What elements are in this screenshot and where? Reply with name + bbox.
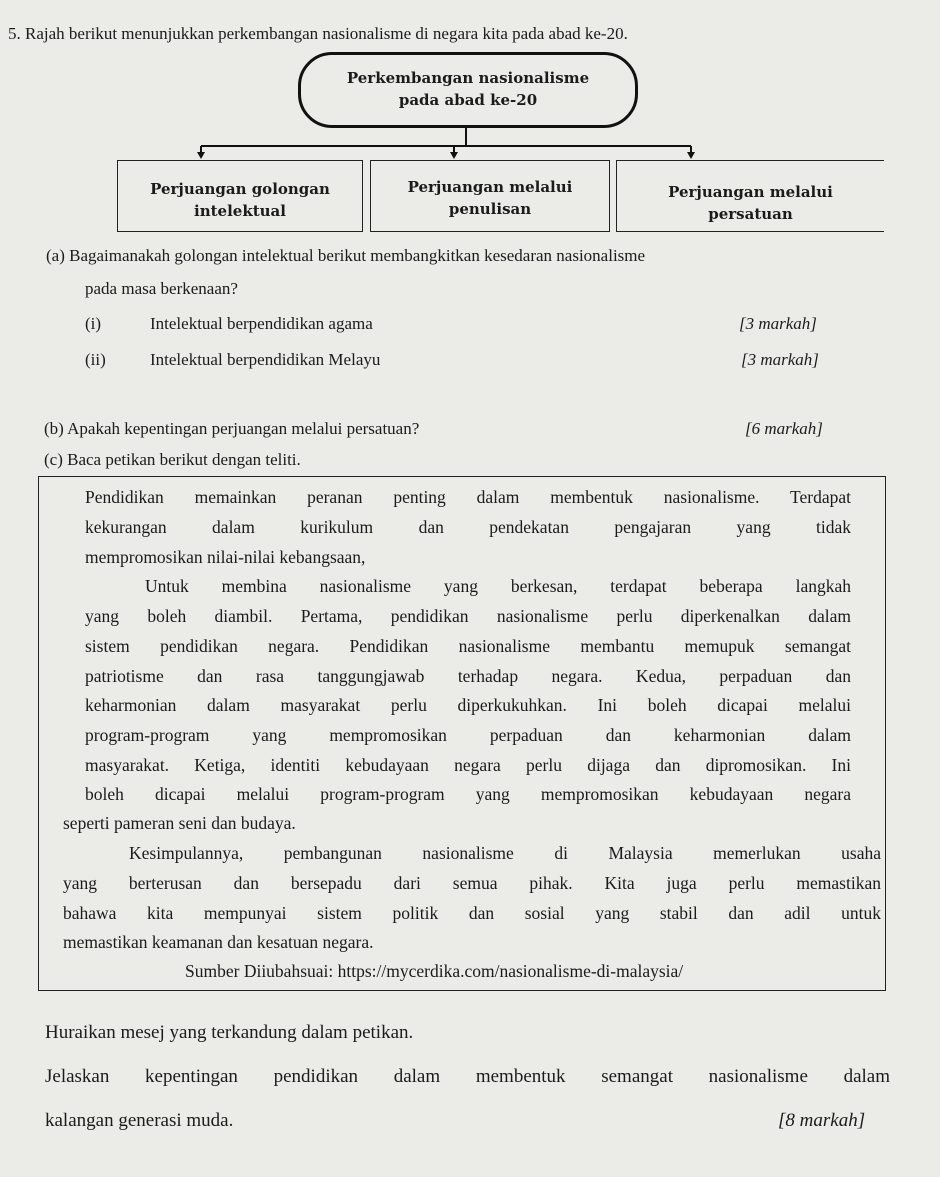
passage-line: keharmonian dalam masyarakat perlu diperkukuhkan. Ini boleh dicapai melalui bbox=[85, 695, 851, 715]
part-a-i-num: (i) bbox=[85, 314, 102, 333]
part-a-i-text: Intelektual berpendidikan agama bbox=[150, 314, 373, 333]
task-2-line1: Jelaskan kepentingan pendidikan dalam membentuk semangat nasionalisme dalam bbox=[45, 1066, 890, 1087]
passage-line: sistem pendidikan negara. Pendidikan nasionalisme membantu memupuk semangat bbox=[85, 636, 851, 656]
passage-box bbox=[38, 476, 886, 991]
task-2-marks: [8 markah] bbox=[778, 1110, 866, 1131]
question-intro: 5. Rajah berikut menunjukkan perkembangan nasionalisme di negara kita pada abad ke-20. bbox=[8, 24, 628, 43]
part-a-question: (a) Bagaimanakah golongan intelektual berikut membangkitkan kesedaran nasionalisme bbox=[46, 246, 646, 265]
diagram-box-line1: Perjuangan golongan bbox=[150, 180, 330, 198]
diagram-box-penulisan bbox=[370, 160, 610, 232]
diagram-box-line2: intelektual bbox=[194, 202, 286, 220]
passage-line: seperti pameran seni dan budaya. bbox=[63, 813, 296, 833]
diagram-box-line1: Perjuangan melalui bbox=[668, 183, 833, 201]
passage-line: yang berterusan dan bersepadu dari semua pihak. Kita juga perlu memastikan bbox=[63, 873, 881, 893]
diagram-box-persatuan bbox=[616, 160, 884, 232]
passage-line: program-program yang mempromosikan perpaduan dan keharmonian dalam bbox=[85, 725, 851, 745]
task-2-line2: kalangan generasi muda. bbox=[45, 1110, 234, 1131]
diagram-box-intelektual bbox=[117, 160, 363, 232]
part-c-instruction: (c) Baca petikan berikut dengan teliti. bbox=[44, 450, 301, 469]
diagram-box-line2: penulisan bbox=[448, 200, 532, 218]
diagram-title-box bbox=[298, 52, 638, 128]
diagram-box-line2: persatuan bbox=[708, 205, 793, 223]
passage-line: yang boleh diambil. Pertama, pendidikan nasionalisme perlu diperkenalkan dalam bbox=[85, 606, 851, 626]
diagram-title-line2: pada abad ke-20 bbox=[398, 91, 538, 109]
diagram-title-line1: Perkembangan nasionalisme bbox=[346, 69, 590, 87]
passage-line: Kesimpulannya, pembangunan nasionalisme di Malaysia memerlukan usaha bbox=[129, 843, 881, 863]
part-a-ii-marks: [3 markah] bbox=[741, 350, 819, 369]
passage-line: patriotisme dan rasa tanggungjawab terhadap negara. Kedua, perpaduan dan bbox=[85, 666, 851, 686]
passage-line: masyarakat. Ketiga, identiti kebudayaan negara perlu dijaga dan dipromosikan. Ini bbox=[85, 755, 851, 775]
passage-line: kekurangan dalam kurikulum dan pendekatan pengajaran yang tidak bbox=[85, 517, 851, 537]
part-a-question-cont: pada masa berkenaan? bbox=[85, 279, 238, 298]
passage-line: boleh dicapai melalui program-program yang mempromosikan kebudayaan negara bbox=[85, 784, 851, 804]
part-b-marks: [6 markah] bbox=[745, 419, 823, 438]
passage-line: mempromosikan nilai-nilai kebangsaan, bbox=[85, 547, 366, 567]
part-a-ii-text: Intelektual berpendidikan Melayu bbox=[150, 350, 381, 369]
part-a-i-marks: [3 markah] bbox=[739, 314, 817, 333]
passage-line: Pendidikan memainkan peranan penting dalam membentuk nasionalisme. Terdapat bbox=[85, 487, 851, 507]
passage-line: bahawa kita mempunyai sistem politik dan sosial yang stabil dan adil untuk bbox=[63, 903, 881, 923]
passage-source: Sumber Diiubahsuai: https://mycerdika.com/nasionalisme-di-malaysia/ bbox=[185, 961, 684, 981]
diagram-box-line1: Perjuangan melalui bbox=[407, 178, 573, 196]
task-1: Huraikan mesej yang terkandung dalam petikan. bbox=[45, 1022, 414, 1043]
part-b-question: (b) Apakah kepentingan perjuangan melalui persatuan? bbox=[44, 419, 420, 438]
passage-line: memastikan keamanan dan kesatuan negara. bbox=[63, 932, 374, 952]
passage-line: Untuk membina nasionalisme yang berkesan, terdapat beberapa langkah bbox=[145, 576, 851, 596]
part-a-ii-num: (ii) bbox=[85, 350, 106, 369]
